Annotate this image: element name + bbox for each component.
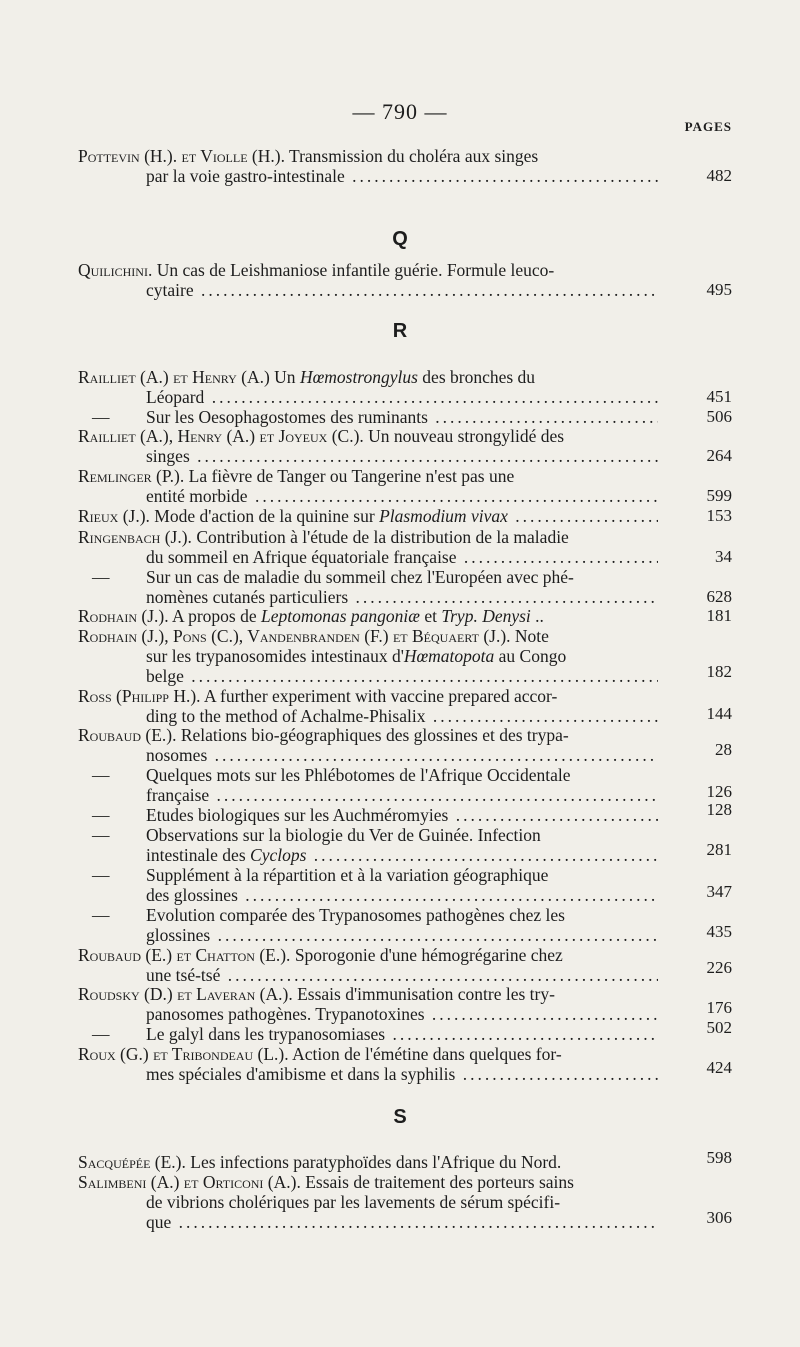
entry-page-number: 628 [706,587,732,606]
entry-page-number: 482 [706,166,732,185]
entry-roubaud: Roubaud (E.). Relations bio-géographiques des glossines et des trypa- nosomes ..... — Quelques mots sur les Phlébotomes de l'Afrique Occidentale française ..... — Etudes biologiques sur les Auchméromyies ..... — Observations sur la biologie du Ver de Guinée. Infection intestinale des Cyclops ..... — Supplément à la répartition et à la variation géographique des glossines ..... — Evolution comparée des Trypanosomes pathogènes chez les glossines ..... [78,725,658,945]
entry-page-number: 153 [706,506,732,525]
entry-page-number: 226 [706,958,732,977]
entry-page-number: 182 [706,662,732,681]
entry-page-number: 424 [706,1058,732,1077]
entry-page-number: 506 [706,407,732,426]
entry-page-number: 281 [706,840,732,859]
entry-page-number: 306 [706,1208,732,1227]
entry-page-number: 598 [706,1148,732,1167]
entry-page-number: 435 [706,922,732,941]
entry-author: Pottevin (H.). et Violle (H.). [78,146,285,166]
section-letter-r: R [392,320,408,342]
entry-ross: Ross (Philipp H.). A further experiment with vaccine prepared accor- ding to the method of Achalme-Phisalix ..... [78,686,658,726]
entry-roux: Roux (G.) et Tribondeau (L.). Action de l'émétine dans quelques for- mes spéciales d'amibisme et dans la syphilis ..... [78,1044,658,1084]
entry-page-number: 264 [706,446,732,465]
entry-page-number: 126 [706,782,732,801]
entry-roubaud-chatton: Roubaud (E.) et Chatton (E.). Sporogonie d'une hémogrégarine chez une tsé-tsé ..... [78,945,658,985]
entry-salimbeni: Salimbeni (A.) et Orticoni (A.). Essais de traitement des porteurs sains de vibrions cholériques par les lavements de sérum spécifi- que ..... [78,1172,658,1232]
pages-column-header: PAGES [684,119,732,134]
entry-sacquepee: Sacquépée (E.). Les infections paratyphoïdes dans l'Afrique du Nord. [78,1152,562,1172]
entry-page-number: 176 [706,998,732,1017]
entry-page-number: 347 [706,882,732,901]
entry-rieux: Rieux (J.). Mode d'action de la quinine sur Plasmodium vivax ..... [78,506,658,526]
entry-page-number: 34 [715,547,732,566]
entry-page-number: 181 [706,606,732,625]
entry-railliet-henry: Railliet (A.) et Henry (A.) Un Hœmostrongylus des bronches du Léopard ..... — Sur les Oesophagostomes des ruminants ..... [78,367,658,427]
entry-page-number: 451 [706,387,732,406]
entry-ringenbach: Ringenbach (J.). Contribution à l'étude de la distribution de la maladie du sommeil en Afrique équatoriale française ..... — Sur un cas de maladie du sommeil chez l'Européen avec phé- nomènes cutanés particuliers ..... [78,527,658,607]
entry-remlinger: Remlinger (P.). La fièvre de Tanger ou Tangerine n'est pas une entité morbide ..... [78,466,658,506]
entry-page-number: 28 [715,740,732,759]
entry-page-number: 128 [706,800,732,819]
entry-pottevin: Pottevin (H.). et Violle (H.). Transmission du choléra aux singes par la voie gastro-intestinale ..... [78,146,658,186]
entry-roudsky: Roudsky (D.) et Laveran (A.). Essais d'immunisation contre les try- panosomes pathogènes. Trypanotoxines ..... — Le galyl dans les trypanosomiases ..... [78,984,658,1044]
section-letter-q: Q [392,228,408,250]
entry-quilichini: Quilichini. Un cas de Leishmaniose infantile guérie. Formule leuco- cytaire ..... [78,260,658,300]
entry-railliet-henry-joyeux: Railliet (A.), Henry (A.) et Joyeux (C.). Un nouveau strongylidé des singes ..... [78,426,658,466]
entry-rodhain-pons: Rodhain (J.), Pons (C.), Vandenbranden (F.) et Béquaert (J.). Note sur les trypanosomides intestinaux d'Hœmatopota au Congo belge ..... [78,626,658,686]
entry-page-number: 502 [706,1018,732,1037]
entry-page-number: 495 [706,280,732,299]
section-letter-s: S [393,1106,407,1128]
page-number: — 790 — [352,99,448,124]
entry-page-number: 144 [706,704,732,723]
entry-rodhain: Rodhain (J.). A propos de Leptomonas pangoniæ et Tryp. Denysi .. [78,606,544,626]
entry-page-number: 599 [706,486,732,505]
